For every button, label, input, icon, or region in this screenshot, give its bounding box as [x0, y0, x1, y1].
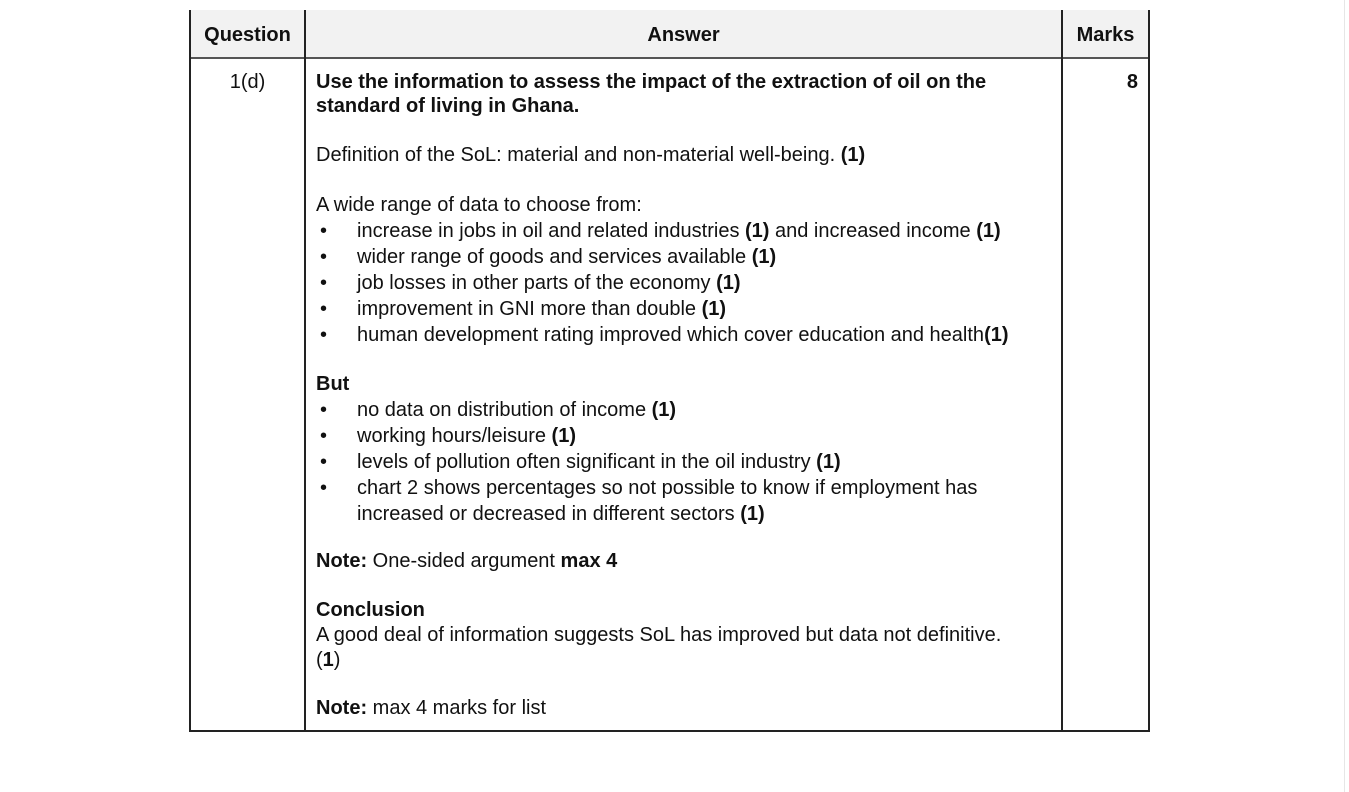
bold-text: Use the information to assess the impact of the extraction of oil on the [316, 71, 987, 93]
bullet-icon: • [320, 246, 328, 268]
table-right-border [1148, 10, 1150, 732]
text: max 4 marks for list [367, 697, 547, 719]
bold-text: Conclusion [316, 599, 425, 621]
answer-line [316, 597, 425, 623]
header-marks: Marks [1076, 24, 1135, 46]
bold-text: standard of living in Ghana. [316, 95, 580, 117]
bold-text: (1) [651, 399, 677, 421]
bullet-item [320, 322, 1009, 348]
answer-line [316, 142, 865, 168]
answer-line [316, 69, 986, 95]
bullet-item [320, 218, 1001, 244]
text: Definition of the SoL: material and non-material well-being. [316, 144, 841, 166]
bullet-icon: • [320, 272, 328, 294]
bold-text: 1 [322, 649, 334, 671]
page-edge-divider [1344, 0, 1345, 792]
bullet-item [320, 270, 741, 296]
text: levels of pollution often significant in the oil industry [357, 451, 817, 473]
bullet-item [320, 397, 677, 423]
bold-text: Note: [316, 697, 368, 719]
text: human development rating improved which cover education and health [357, 324, 985, 346]
text: ( [316, 649, 323, 671]
bold-text: max 4 [560, 550, 618, 572]
text: working hours/leisure [357, 425, 552, 447]
bullet-item [320, 423, 576, 449]
bold-text: (1) [745, 220, 770, 242]
text: no data on distribution of income [357, 399, 652, 421]
bold-text: (1) [701, 298, 727, 320]
bullet-icon: • [320, 451, 328, 473]
bold-text: (1) [840, 144, 866, 166]
bold-text: Note: [316, 550, 368, 572]
bold-text: (1) [816, 451, 841, 473]
column-divider [304, 10, 306, 732]
bold-text: (1) [984, 324, 1009, 346]
answer-line [316, 192, 642, 218]
column-divider [1061, 10, 1063, 732]
bold-text: (1) [716, 272, 741, 294]
bullet-item [320, 449, 841, 475]
bullet-icon: • [320, 324, 328, 346]
answer-line [316, 548, 617, 574]
question-number: 1(d) [229, 71, 266, 93]
bullet-icon: • [320, 425, 328, 447]
answer-line [357, 501, 765, 527]
text: improvement in GNI more than double [357, 298, 702, 320]
answer-line [316, 695, 546, 721]
header-question: Question [204, 24, 291, 46]
bold-text: (1) [551, 425, 576, 447]
text: ) [333, 649, 341, 671]
text: and increased income [769, 220, 977, 242]
bullet-item [320, 244, 777, 270]
table-left-border [189, 10, 191, 732]
text: wider range of goods and services available [357, 246, 752, 268]
bold-text: (1) [740, 503, 765, 525]
text: A good deal of information suggests SoL has improved but data not definitive. [316, 624, 1002, 646]
bullet-icon: • [320, 477, 328, 499]
header-divider [190, 57, 1150, 59]
bold-text: (1) [976, 220, 1001, 242]
text: chart 2 shows percentages so not possible to know if employment has [357, 477, 978, 499]
table-bottom-border [190, 730, 1150, 732]
answer-line [316, 93, 579, 119]
bold-text: (1) [751, 246, 777, 268]
header-answer: Answer [647, 24, 720, 46]
marks-value: 8 [1126, 71, 1138, 93]
bullet-icon: • [320, 399, 328, 421]
answer-line [316, 371, 349, 397]
text: increase in jobs in oil and related industries [357, 220, 745, 242]
text: increased or decreased in different sectors [357, 503, 741, 525]
bold-text: But [316, 373, 350, 395]
text: One-sided argument [367, 550, 561, 572]
text: A wide range of data to choose from: [316, 194, 642, 216]
bullet-item [320, 296, 727, 322]
bullet-icon: • [320, 298, 328, 320]
answer-line [316, 647, 340, 673]
answer-line [316, 622, 1001, 648]
bullet-item [320, 475, 978, 501]
text: job losses in other parts of the economy [357, 272, 717, 294]
bullet-icon: • [320, 220, 328, 242]
